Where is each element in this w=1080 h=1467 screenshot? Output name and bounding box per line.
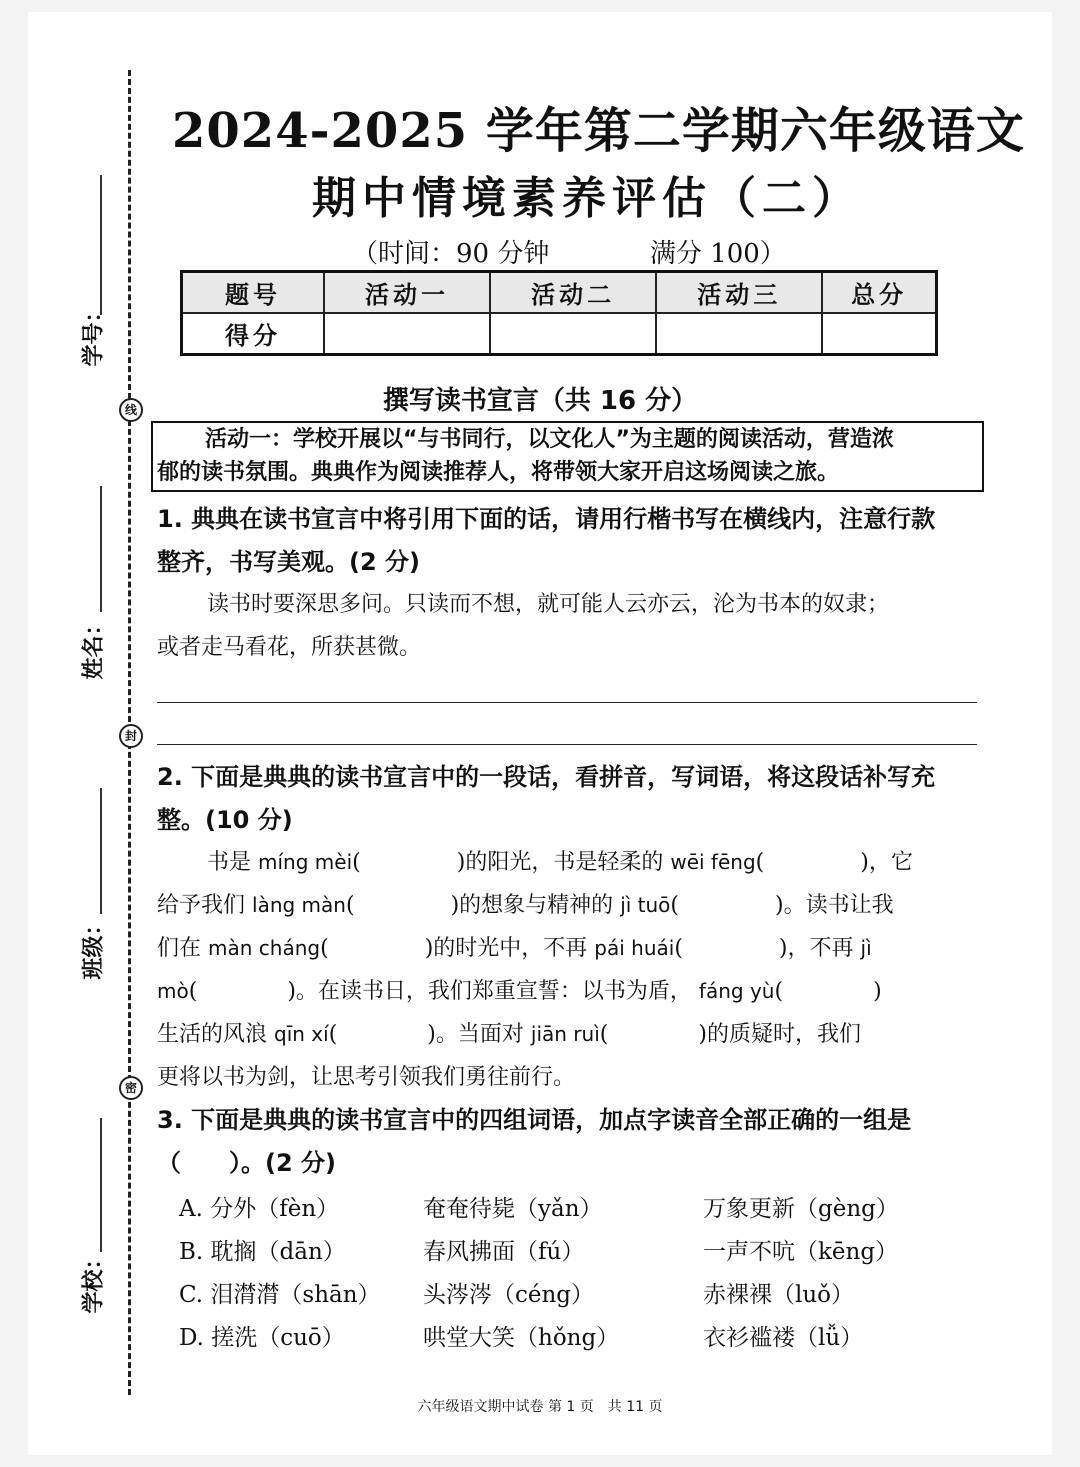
score-row-label: 得分 — [182, 313, 325, 355]
pinyin-man-chang: màn cháng — [208, 936, 321, 960]
option-a-word3: 万象更新（gèng） — [703, 1196, 899, 1222]
q2-passage — [157, 841, 979, 1099]
score-cell[interactable] — [324, 313, 490, 355]
q1-writing-line-2[interactable] — [157, 744, 977, 745]
q2-line2: 整。(10 分) — [157, 806, 293, 834]
section-title: 撰写读书宣言（共 16 分） — [382, 386, 698, 416]
class-line — [100, 788, 102, 914]
q2-line1: 2. 下面是典典的读书宣言中的一段话，看拼音，写词语，将这段话补写充 — [157, 763, 936, 791]
option-a-word1[interactable]: A. 分外（fèn） — [179, 1196, 340, 1222]
q2-text: ，它 — [868, 850, 913, 875]
score-header-total: 总分 — [822, 272, 936, 314]
activity1-line1: 活动一：学校开展以“与书同行，以文化人”为主题的阅读活动，营造浓 — [205, 427, 894, 452]
paren-open: ( — [755, 850, 765, 875]
paren-close: ) — [698, 1022, 707, 1047]
name-label — [77, 648, 108, 680]
seal-feng: 封 — [119, 724, 143, 748]
paren-close: ) — [775, 893, 784, 918]
q2-text: 的想象与精神的 — [459, 893, 614, 918]
option-c-word2: 头涔涔（céng） — [423, 1282, 595, 1308]
q2-text: 书是 — [207, 850, 252, 875]
q3-prompt — [157, 1099, 979, 1185]
paren-close: ) — [873, 979, 882, 1004]
q1-line1: 1. 典典在读书宣言中将引用下面的话，请用行楷书写在横线内，注意行款 — [157, 505, 936, 533]
seal-xian: 线 — [119, 398, 143, 422]
seal-mi: 密 — [119, 1076, 143, 1100]
paren-close: ) — [778, 936, 788, 961]
exam-title-line1: 2024-2025 学年第二学期六年级语文 — [172, 103, 1025, 159]
paren-open: ( — [599, 1022, 609, 1047]
paren-close: ) — [860, 850, 869, 875]
pinyin-jian-rui: jiān ruì — [530, 1022, 600, 1046]
score-cell[interactable] — [656, 313, 822, 355]
paren-open: ( — [674, 936, 683, 961]
exam-title-line2: 期中情境素养评估（二） — [312, 173, 862, 224]
exam-meta — [352, 233, 786, 270]
pinyin-mo: mò — [157, 979, 189, 1003]
pinyin-lang-man: làng màn — [252, 893, 346, 917]
student-id-line — [100, 175, 102, 315]
class-label — [77, 948, 108, 980]
paren-open: ( — [188, 979, 198, 1004]
paren-open: ( — [670, 893, 680, 918]
school-label — [77, 1282, 108, 1314]
q2-text: 。读书让我 — [783, 893, 894, 918]
paren-close: ) — [427, 1022, 436, 1047]
q2-text: 。当面对 — [435, 1022, 524, 1047]
school-line — [100, 1118, 102, 1252]
q3-line2: （ ）。(2 分) — [157, 1149, 336, 1177]
q2-text: 生活的风浪 — [157, 1022, 268, 1047]
q3-line1: 3. 下面是典典的读书宣言中的四组词语，加点字读音全部正确的一组是 — [157, 1106, 912, 1134]
option-b-word3: 一声不吭（kēng） — [703, 1239, 899, 1265]
pinyin-fang-yu: fáng yù — [698, 979, 775, 1003]
q1-line2: 整齐，书写美观。(2 分) — [157, 548, 420, 576]
q2-text: ，不再 — [787, 936, 854, 961]
q2-text: 们在 — [157, 936, 202, 961]
paren-open: ( — [320, 936, 329, 961]
q2-text: 更将以书为剑，让思考引领我们勇往前行。 — [157, 1065, 576, 1090]
score-table — [180, 270, 938, 356]
paren-close: ) — [450, 893, 460, 918]
paren-close: ) — [456, 850, 466, 875]
option-a-word2: 奄奄待毙（yǎn） — [423, 1196, 603, 1222]
option-d-word1[interactable]: D. 搓洗（cuō） — [179, 1325, 345, 1351]
pinyin-ji-tuo: jì tuō — [620, 893, 671, 917]
option-b-word1[interactable]: B. 耽搁（dān） — [179, 1239, 346, 1265]
q1-prompt — [157, 498, 979, 584]
score-header-number: 题号 — [182, 272, 325, 314]
paren-open: ( — [774, 979, 784, 1004]
name-line — [100, 486, 102, 612]
paren-open: ( — [345, 893, 355, 918]
score-cell[interactable] — [822, 313, 936, 355]
exam-full-score: 满分 100） — [649, 239, 786, 269]
paren-close: ) — [287, 979, 296, 1004]
paren-open: ( — [328, 1022, 338, 1047]
q1-quote-line1: 读书时要深思多问。只读而不想，就可能人云亦云，沦为书本的奴隶； — [207, 592, 890, 617]
q2-text: 给予我们 — [157, 893, 246, 918]
q2-text: 的阳光，书是轻柔的 — [465, 850, 664, 875]
student-id-label — [77, 335, 108, 367]
option-d-word2: 哄堂大笑（hǒng） — [423, 1325, 620, 1351]
option-d-word3: 衣衫褴褛（lǚ） — [703, 1325, 864, 1351]
q1-quote-line2: 或者走马看花，所获甚微。 — [157, 635, 422, 660]
score-header-activity3: 活动三 — [656, 272, 822, 314]
q2-text: 。在读书日，我们郑重宣誓：以书为盾， — [295, 979, 692, 1004]
paren-close: ) — [424, 936, 434, 961]
page-footer: 六年级语文期中试卷 第 1 页 共 11 页 — [417, 1399, 663, 1415]
q1-quote — [157, 583, 979, 669]
pinyin-pai-huai: pái huái — [594, 936, 675, 960]
pinyin-wei-feng: wēi fēng — [670, 850, 756, 874]
activity1-box — [151, 421, 984, 492]
paren-open: ( — [352, 850, 361, 875]
score-header-activity1: 活动一 — [324, 272, 490, 314]
exam-time: （时间：90 分钟 — [352, 239, 550, 269]
option-c-word3: 赤裸裸（luǒ） — [703, 1282, 855, 1308]
q2-text: 的时光中，不再 — [433, 936, 588, 961]
option-c-word1[interactable]: C. 泪潸潸（shān） — [179, 1282, 381, 1308]
q1-writing-line-1[interactable] — [157, 702, 977, 703]
score-cell[interactable] — [490, 313, 656, 355]
q2-text: 的质疑时，我们 — [706, 1022, 861, 1047]
pinyin-ji: jì — [860, 936, 872, 960]
pinyin-ming-mei: míng mèi — [258, 850, 353, 874]
option-b-word2: 春风拂面（fú） — [423, 1239, 585, 1265]
score-header-activity2: 活动二 — [490, 272, 656, 314]
pinyin-qin-xi: qīn xí — [274, 1022, 329, 1046]
q2-prompt — [157, 756, 979, 842]
activity1-line2: 郁的读书氛围。典典作为阅读推荐人，将带领大家开启这场阅读之旅。 — [157, 460, 840, 485]
